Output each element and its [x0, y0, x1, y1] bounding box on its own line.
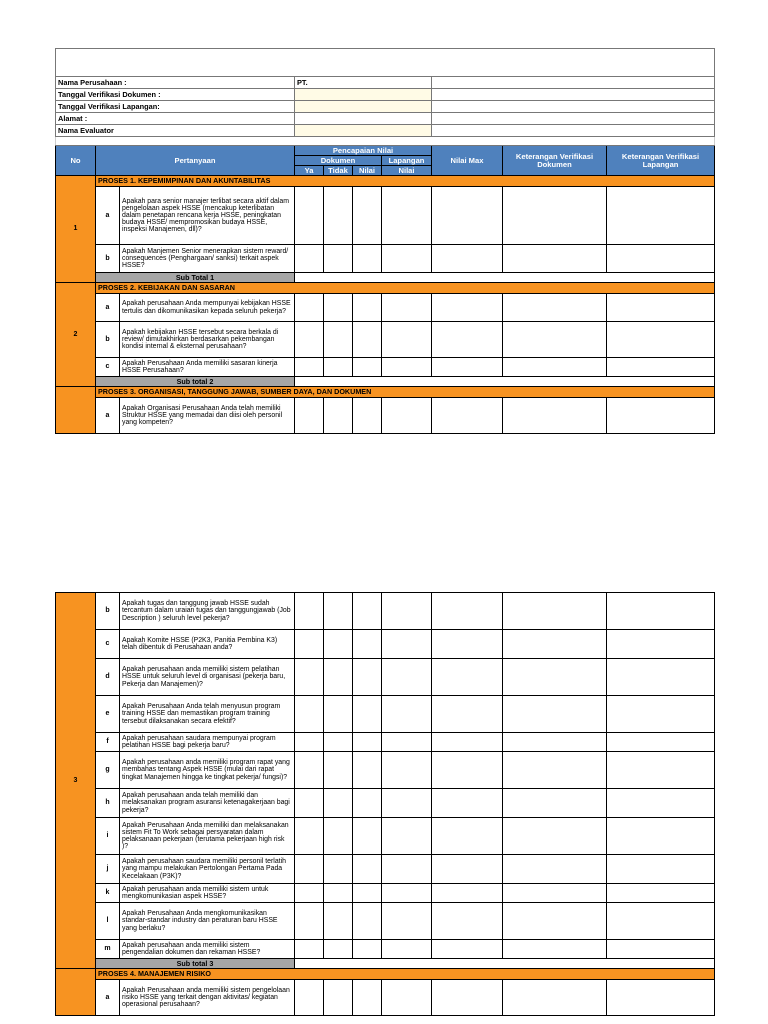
cell-field-score[interactable]: [382, 903, 432, 940]
cell-field-score[interactable]: [382, 752, 432, 789]
cell-field-notes[interactable]: [607, 358, 715, 377]
cell-score[interactable]: [353, 630, 382, 659]
cell-max[interactable]: [432, 358, 503, 377]
question-text: Apakah perusahaan anda memiliki sistem pelatihan HSSE untuk seluruh level di organisasi (pekerja baru, Pekerja dan Manajemen)?: [120, 659, 295, 696]
cell-doc-notes[interactable]: [503, 884, 607, 903]
cell-doc-notes[interactable]: [503, 733, 607, 752]
col-header-document: Dokumen: [295, 156, 382, 166]
cell-yes[interactable]: [295, 398, 324, 434]
cell-no[interactable]: [324, 659, 353, 696]
cell-field-score[interactable]: [382, 696, 432, 733]
cell-max[interactable]: [432, 630, 503, 659]
cell-no[interactable]: [324, 818, 353, 855]
cell-max[interactable]: [432, 980, 503, 1016]
cell-field-score[interactable]: [382, 855, 432, 884]
table-row: [56, 980, 715, 1016]
col-header-yes: Ya: [295, 166, 324, 176]
question-letter: a: [96, 980, 120, 1016]
question-letter: a: [96, 187, 120, 245]
question-text: Apakah perusahaan saudara mempunyai program pelatihan HSSE bagi pekerja baru?: [120, 733, 295, 752]
cell-doc-notes[interactable]: [503, 398, 607, 434]
cell-no[interactable]: [324, 245, 353, 273]
cell-no[interactable]: [324, 696, 353, 733]
cell-field-score[interactable]: [382, 940, 432, 959]
cell-yes[interactable]: [295, 187, 324, 245]
company-label: Nama Perusahaan :: [56, 77, 295, 89]
cell-no[interactable]: [324, 630, 353, 659]
cell-score[interactable]: [353, 398, 382, 434]
cell-max[interactable]: [432, 818, 503, 855]
question-text: Apakah perusahaan Anda mempunyai kebijakan HSSE tertulis dan dikomunikasikan kepada seluruh pekerja?: [120, 294, 295, 322]
col-header-field-score: Nilai: [382, 166, 432, 176]
table-row: [56, 659, 715, 696]
cell-field-notes[interactable]: [607, 733, 715, 752]
question-text: Apakah perusahaan anda telah memiliki dan melaksanakan program asuransi ketenagakerjaan bagi pekerja?: [120, 789, 295, 818]
cell-max[interactable]: [432, 733, 503, 752]
cell-max[interactable]: [432, 659, 503, 696]
cell-yes[interactable]: [295, 940, 324, 959]
cell-no[interactable]: [324, 884, 353, 903]
cell-field-notes[interactable]: [607, 855, 715, 884]
table-row: [56, 187, 715, 245]
cell-yes[interactable]: [295, 322, 324, 358]
assessment-table-page-2: [55, 592, 715, 1016]
subtotal-label: Sub total 2: [96, 377, 295, 387]
cell-max[interactable]: [432, 696, 503, 733]
cell-yes[interactable]: [295, 294, 324, 322]
cell-doc-notes[interactable]: [503, 855, 607, 884]
cell-field-notes[interactable]: [607, 593, 715, 630]
question-text: Apakah Perusahaan Anda telah menyusun program training HSSE dan memastikan program training tersebut dilaksanakan secara efektif?: [120, 696, 295, 733]
cell-doc-notes[interactable]: [503, 696, 607, 733]
cell-yes[interactable]: [295, 789, 324, 818]
cell-field-notes[interactable]: [607, 818, 715, 855]
cell-field-score[interactable]: [382, 294, 432, 322]
cell-field-notes[interactable]: [607, 245, 715, 273]
subtotal-label: Sub total 3: [96, 959, 295, 969]
doc-date-label: Tanggal Verifikasi Dokumen :: [56, 89, 295, 101]
cell-no[interactable]: [324, 789, 353, 818]
cell-yes[interactable]: [295, 855, 324, 884]
cell-yes[interactable]: [295, 818, 324, 855]
subtotal-cells: [295, 377, 715, 387]
col-header-no-answer: Tidak: [324, 166, 353, 176]
cell-no[interactable]: [324, 980, 353, 1016]
section-number: 2: [56, 283, 96, 387]
address-label: Alamat :: [56, 113, 295, 125]
cell-no[interactable]: [324, 733, 353, 752]
cell-score[interactable]: [353, 696, 382, 733]
cell-field-notes[interactable]: [607, 187, 715, 245]
question-letter: c: [96, 630, 120, 659]
section-number-continued: [56, 969, 96, 1016]
table-row: [56, 818, 715, 855]
cell-field-score[interactable]: [382, 630, 432, 659]
cell-no[interactable]: [324, 294, 353, 322]
cell-max[interactable]: [432, 752, 503, 789]
cell-doc-notes[interactable]: [503, 322, 607, 358]
evaluator-field[interactable]: [295, 125, 432, 137]
question-letter: j: [96, 855, 120, 884]
question-letter: g: [96, 752, 120, 789]
cell-score[interactable]: [353, 855, 382, 884]
col-header-achievement: Pencapaian Nilai: [295, 146, 432, 156]
cell-field-notes[interactable]: [607, 903, 715, 940]
cell-doc-notes[interactable]: [503, 752, 607, 789]
cell-field-notes[interactable]: [607, 752, 715, 789]
cell-max[interactable]: [432, 187, 503, 245]
question-text: Apakah tugas dan tanggung jawab HSSE sudah tercantum dalam uraian tugas dan tanggungjawab (Job Description ) seluruh level pekerja?: [120, 593, 295, 630]
col-header-no: No: [56, 146, 96, 176]
cell-doc-notes[interactable]: [503, 940, 607, 959]
table-row: [56, 245, 715, 273]
cell-field-score[interactable]: [382, 593, 432, 630]
cell-max[interactable]: [432, 903, 503, 940]
cell-score[interactable]: [353, 980, 382, 1016]
question-text: Apakah perusahaan saudara memiliki personil terlatih yang mampu melakukan Pertolongan Pertama Pada Kecelakaan (P3K)?: [120, 855, 295, 884]
cell-no[interactable]: [324, 593, 353, 630]
cell-score[interactable]: [353, 752, 382, 789]
cell-no[interactable]: [324, 855, 353, 884]
cell-max[interactable]: [432, 294, 503, 322]
cell-field-notes[interactable]: [607, 322, 715, 358]
evaluator-label: Nama Evaluator: [56, 125, 295, 137]
cell-doc-notes[interactable]: [503, 245, 607, 273]
question-letter: d: [96, 659, 120, 696]
cell-max[interactable]: [432, 245, 503, 273]
cell-yes[interactable]: [295, 358, 324, 377]
cell-max[interactable]: [432, 940, 503, 959]
question-text: Apakah kebijakan HSSE tersebut secara berkala di review/ dimutakhirkan berdasarkan pekembangan kondisi internal & eksternal perusahaan?: [120, 322, 295, 358]
cell-no[interactable]: [324, 322, 353, 358]
cell-doc-notes[interactable]: [503, 980, 607, 1016]
table-row: [56, 696, 715, 733]
question-text: Apakah para senior manajer terlibat secara aktif dalam pengelolaan aspek HSSE (mencakup keterlibatan dalam penetapan rencana kerja HSSE, peningkatan budaya HSSE/ mempromosikan budaya HSSE, inspeksi Manajemen, dll)?: [120, 187, 295, 245]
cell-score[interactable]: [353, 940, 382, 959]
cell-yes[interactable]: [295, 903, 324, 940]
cell-no[interactable]: [324, 358, 353, 377]
cell-field-score[interactable]: [382, 398, 432, 434]
table-row: [56, 855, 715, 884]
cell-score[interactable]: [353, 903, 382, 940]
question-text: Apakah Perusahaan anda memiliki sistem pengelolaan risiko HSSE yang terkait dengan aktivitas/ kegiatan operasional perusahaan?: [120, 980, 295, 1016]
section-title: PROSES 3. ORGANISASI, TANGGUNG JAWAB, SUMBER DAYA, DAN DOKUMEN: [96, 387, 715, 398]
cell-doc-notes[interactable]: [503, 187, 607, 245]
cell-no[interactable]: [324, 187, 353, 245]
table-row: [56, 940, 715, 959]
cell-yes[interactable]: [295, 733, 324, 752]
question-letter: a: [96, 294, 120, 322]
cell-score[interactable]: [353, 789, 382, 818]
question-letter: i: [96, 818, 120, 855]
cell-yes[interactable]: [295, 884, 324, 903]
cell-yes[interactable]: [295, 752, 324, 789]
cell-field-score[interactable]: [382, 245, 432, 273]
cell-field-score[interactable]: [382, 818, 432, 855]
col-header-field: Lapangan: [382, 156, 432, 166]
cell-field-notes[interactable]: [607, 294, 715, 322]
field-date-field[interactable]: [295, 101, 432, 113]
table-row: [56, 733, 715, 752]
cell-field-score[interactable]: [382, 358, 432, 377]
cell-max[interactable]: [432, 322, 503, 358]
cell-doc-notes[interactable]: [503, 903, 607, 940]
cell-field-score[interactable]: [382, 884, 432, 903]
question-text: Apakah Komite HSSE (P2K3, Panitia Pembina K3) telah dibentuk di Perusahaan anda?: [120, 630, 295, 659]
subtotal-cells: [295, 273, 715, 283]
cell-score[interactable]: [353, 187, 382, 245]
cell-score[interactable]: [353, 884, 382, 903]
cell-score[interactable]: [353, 322, 382, 358]
cell-yes[interactable]: [295, 245, 324, 273]
cell-field-score[interactable]: [382, 659, 432, 696]
cell-doc-notes[interactable]: [503, 593, 607, 630]
question-letter: m: [96, 940, 120, 959]
col-header-doc-notes: Keterangan Verifikasi Dokumen: [503, 146, 607, 176]
table-row: [56, 752, 715, 789]
cell-field-score[interactable]: [382, 733, 432, 752]
question-text: Apakah perusahaan anda memiliki sistem pengendalian dokumen dan rekaman HSSE?: [120, 940, 295, 959]
cell-score[interactable]: [353, 294, 382, 322]
cell-field-score[interactable]: [382, 980, 432, 1016]
cell-no[interactable]: [324, 398, 353, 434]
question-letter: b: [96, 593, 120, 630]
section-number: 3: [56, 593, 96, 969]
cell-max[interactable]: [432, 855, 503, 884]
sheet-page-2: [55, 592, 714, 1016]
section-number: 1: [56, 176, 96, 283]
cell-field-score[interactable]: [382, 187, 432, 245]
question-letter: b: [96, 245, 120, 273]
cell-no[interactable]: [324, 903, 353, 940]
cell-yes[interactable]: [295, 980, 324, 1016]
cell-field-score[interactable]: [382, 789, 432, 818]
section-title: PROSES 2. KEBIJAKAN DAN SASARAN: [96, 283, 715, 294]
field-date-label: Tanggal Verifikasi Lapangan:: [56, 101, 295, 113]
cell-field-notes[interactable]: [607, 630, 715, 659]
cell-no[interactable]: [324, 752, 353, 789]
assessment-table-page-1: [55, 48, 715, 434]
cell-field-score[interactable]: [382, 322, 432, 358]
cell-max[interactable]: [432, 884, 503, 903]
question-text: Apakah Perusahaan Anda mengkomunikasikan standar-standar industry dan peraturan baru HSSE yang berlaku?: [120, 903, 295, 940]
cell-doc-notes[interactable]: [503, 818, 607, 855]
cell-max[interactable]: [432, 789, 503, 818]
sheet-page-1: [55, 48, 714, 434]
table-row: [56, 322, 715, 358]
question-letter: l: [96, 903, 120, 940]
question-text: Apakah Perusahaan Anda memiliki sasaran kinerja HSSE Perusahaan?: [120, 358, 295, 377]
cell-field-notes[interactable]: [607, 980, 715, 1016]
question-text: Apakah perusahaan anda memiliki sistem untuk mengkomunikasian aspek HSSE?: [120, 884, 295, 903]
cell-no[interactable]: [324, 940, 353, 959]
table-row: [56, 593, 715, 630]
cell-field-notes[interactable]: [607, 884, 715, 903]
cell-max[interactable]: [432, 398, 503, 434]
doc-date-field[interactable]: [295, 89, 432, 101]
table-row: [56, 903, 715, 940]
cell-doc-notes[interactable]: [503, 294, 607, 322]
section-number-continued: [56, 387, 96, 434]
question-text: Apakah Organisasi Perusahaan Anda telah memiliki Struktur HSSE yang memadai dan diisi oleh personil yang kompeten?: [120, 398, 295, 434]
cell-field-notes[interactable]: [607, 398, 715, 434]
cell-score[interactable]: [353, 593, 382, 630]
cell-score[interactable]: [353, 659, 382, 696]
section-title: PROSES 1. KEPEMIMPINAN DAN AKUNTABILITAS: [96, 176, 715, 187]
subtotal-cells: [295, 959, 715, 969]
table-row: [56, 358, 715, 377]
table-row: [56, 789, 715, 818]
table-row: [56, 294, 715, 322]
cell-doc-notes[interactable]: [503, 659, 607, 696]
sheet-top-row: [56, 49, 715, 77]
question-letter: c: [96, 358, 120, 377]
cell-score[interactable]: [353, 733, 382, 752]
col-header-question: Pertanyaan: [96, 146, 295, 176]
cell-doc-notes[interactable]: [503, 630, 607, 659]
question-letter: h: [96, 789, 120, 818]
cell-doc-notes[interactable]: [503, 789, 607, 818]
cell-yes[interactable]: [295, 696, 324, 733]
section-title: PROSES 4. MANAJEMEN RISIKO: [96, 969, 715, 980]
question-letter: k: [96, 884, 120, 903]
subtotal-label: Sub Total 1: [96, 273, 295, 283]
cell-yes[interactable]: [295, 630, 324, 659]
cell-yes[interactable]: [295, 659, 324, 696]
cell-yes[interactable]: [295, 593, 324, 630]
col-header-field-notes: Keterangan Verifikasi Lapangan: [607, 146, 715, 176]
col-header-score: Nilai: [353, 166, 382, 176]
cell-field-notes[interactable]: [607, 659, 715, 696]
table-row: [56, 884, 715, 903]
address-field[interactable]: [295, 113, 432, 125]
cell-field-notes[interactable]: [607, 789, 715, 818]
question-letter: e: [96, 696, 120, 733]
company-value[interactable]: PT.: [295, 77, 432, 89]
question-text: Apakah Manjemen Senior menerapkan sistem reward/ consequences (Penghargaan/ sanksi) terkait aspek HSSE?: [120, 245, 295, 273]
question-text: Apakah Perusahaan Anda memiliki dan melaksanakan sistem Fit To Work sebagai persyaratan dalam pelaksanaan pekerjaan (terutama pekerjaan high risk )?: [120, 818, 295, 855]
question-letter: b: [96, 322, 120, 358]
cell-field-notes[interactable]: [607, 696, 715, 733]
cell-doc-notes[interactable]: [503, 358, 607, 377]
cell-score[interactable]: [353, 245, 382, 273]
table-row: [56, 630, 715, 659]
cell-max[interactable]: [432, 593, 503, 630]
table-row: [56, 398, 715, 434]
cell-score[interactable]: [353, 358, 382, 377]
col-header-max-score: Nilai Max: [432, 146, 503, 176]
cell-score[interactable]: [353, 818, 382, 855]
cell-field-notes[interactable]: [607, 940, 715, 959]
question-letter: a: [96, 398, 120, 434]
question-text: Apakah perusahaan anda memiliki program rapat yang membahas tentang Aspek HSSE (mulai dari rapat tingkat Manajemen hingga ke tingkat pekerja/ fungsi)?: [120, 752, 295, 789]
question-letter: f: [96, 733, 120, 752]
